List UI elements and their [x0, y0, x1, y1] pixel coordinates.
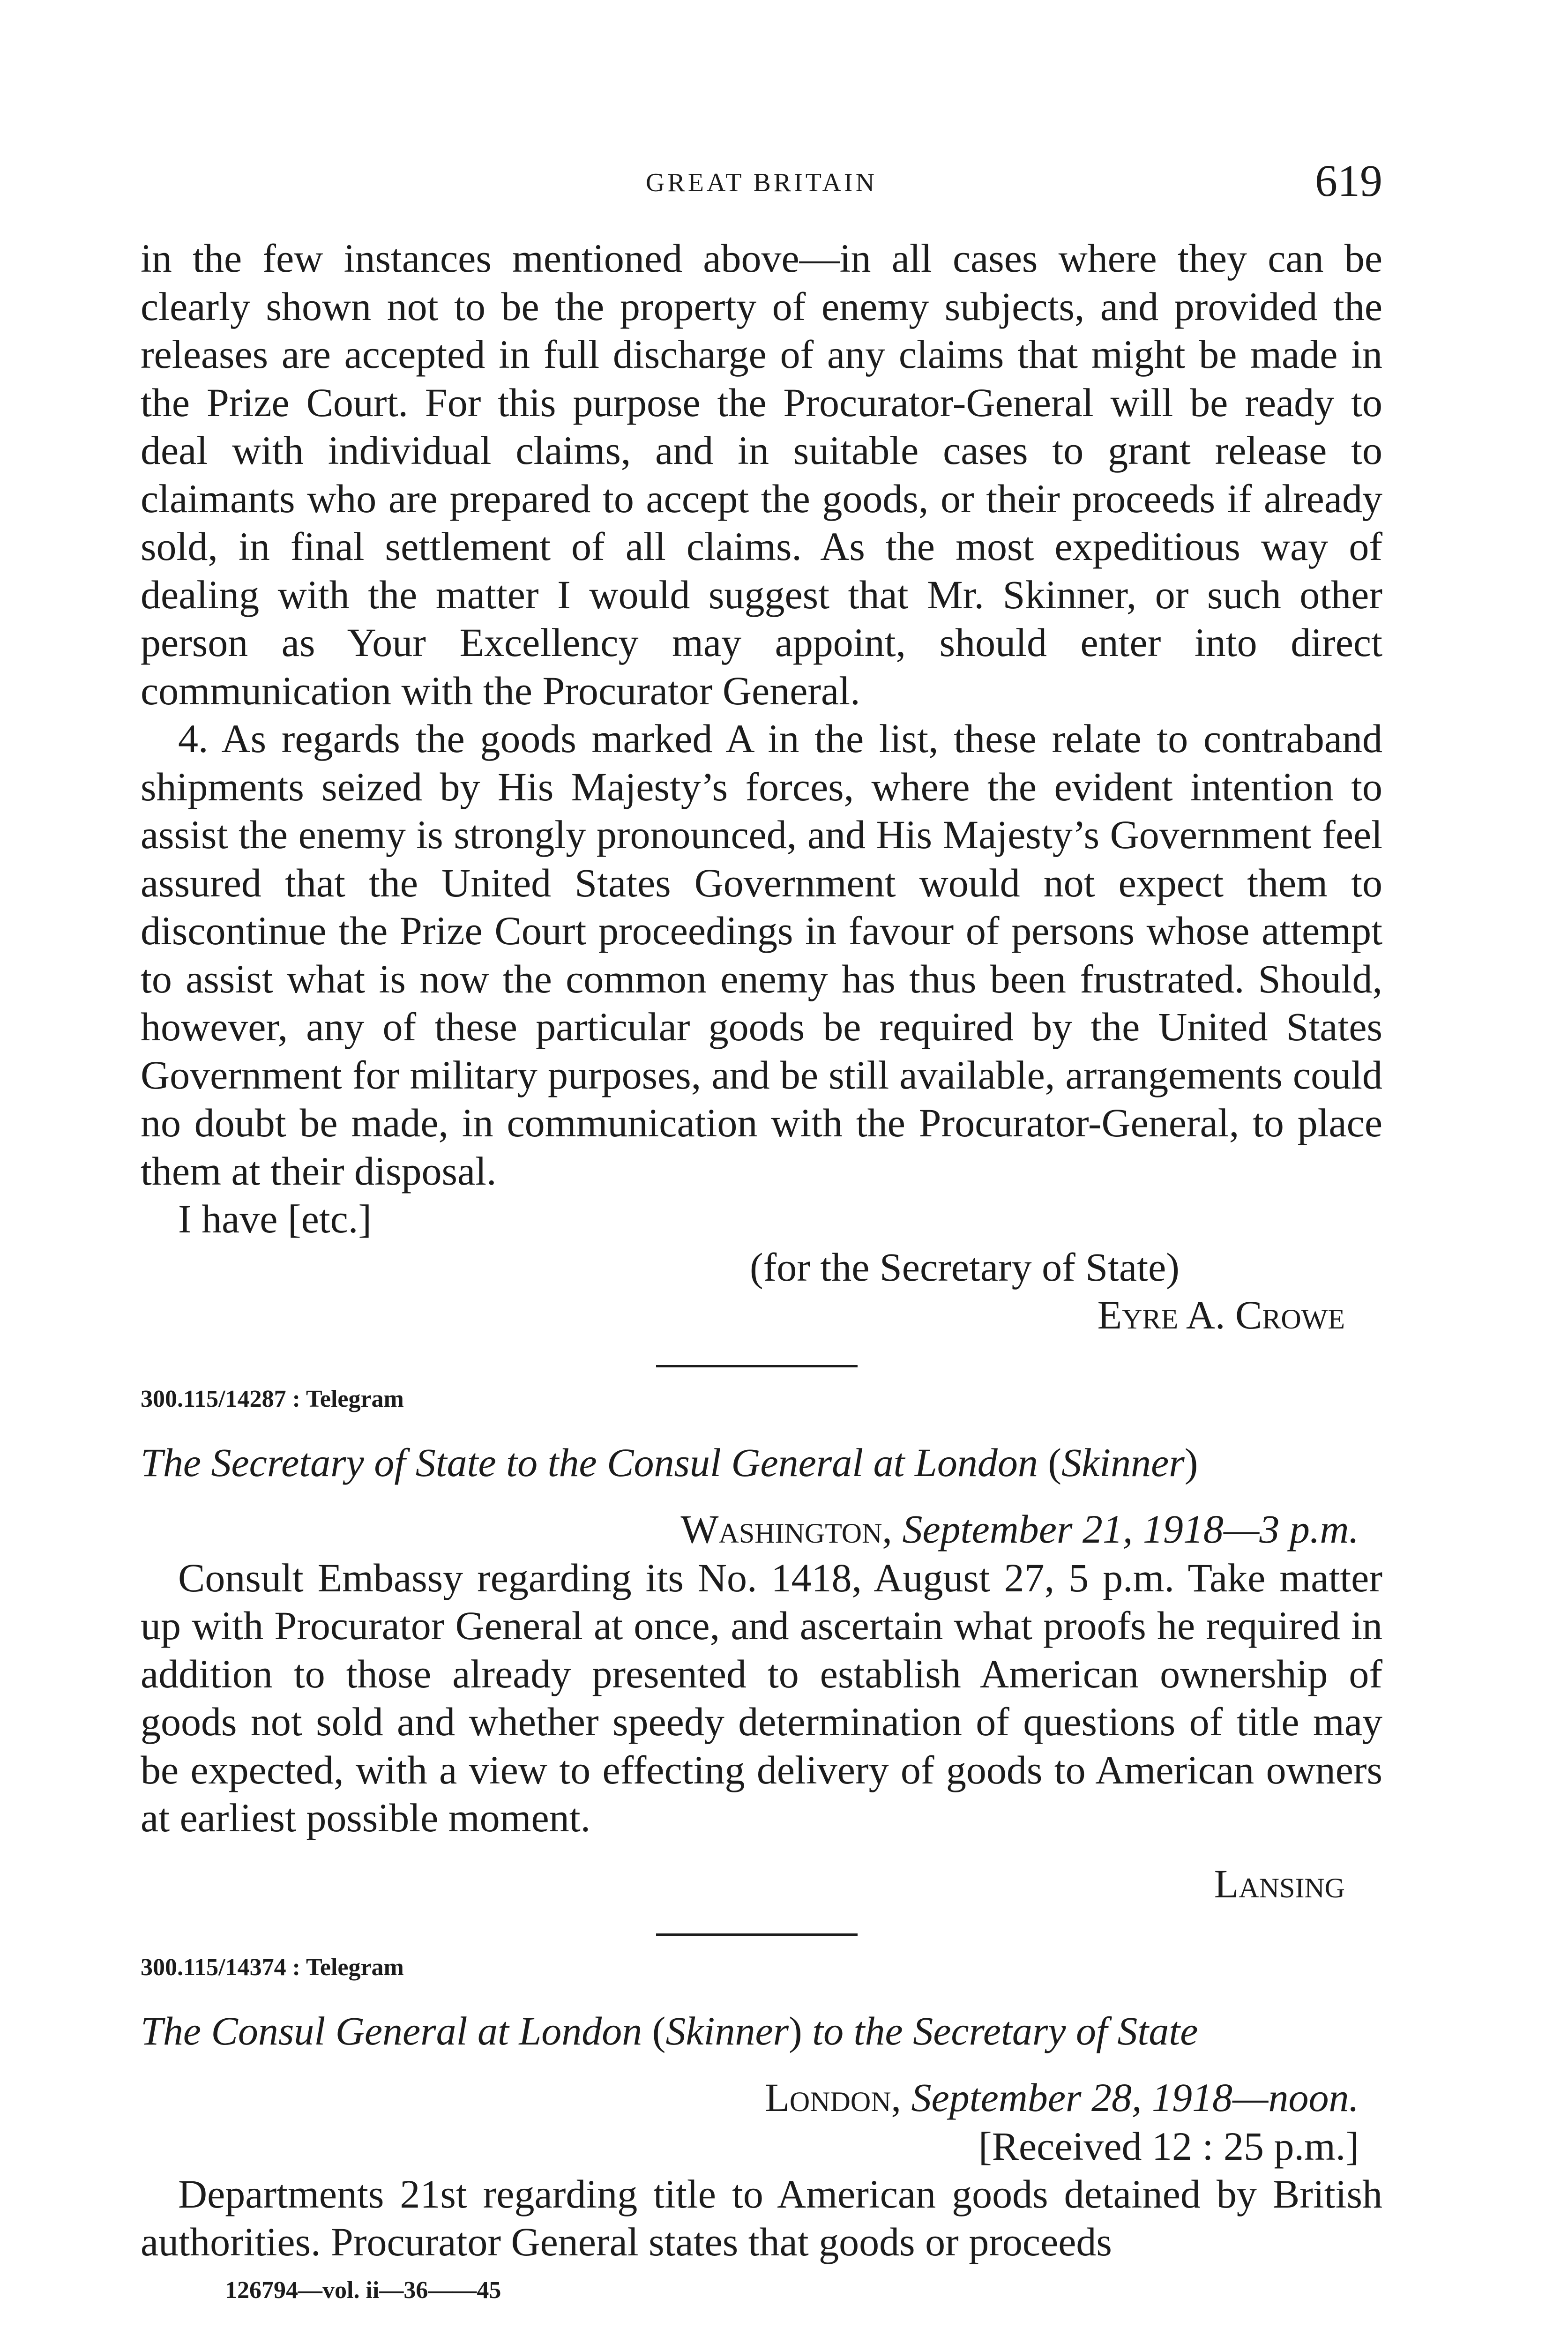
dateline-date: September 21, 1918—3 p.m.	[902, 1506, 1359, 1552]
dateline	[141, 2073, 1382, 2122]
paragraph-4: 4. As regards the goods marked A in the list, these relate to contraband shipments seized by His Majesty’s forces, where the evident intention to assist the enemy is strongly pronounced, and His Majesty’s Government feel assured that the United States Government would not expect them to discontinue the Prize Court proceedings in favour of persons whose attempt to assist what is now the common enemy has thus been frustrated. Should, however, any of these particular goods be required by the United States Government for military purposes, and be still available, arrangements could no doubt be made, in communication with the Procurator-General, to place them at their disposal.	[141, 716, 1382, 1194]
signer-name: Lansing	[1214, 1861, 1345, 1906]
file-reference: 300.115/14287 : Telegram	[141, 1385, 404, 1412]
heading-paren-open: (	[1048, 1440, 1062, 1485]
print-code: 126794—vol. ii—36——45	[225, 2276, 501, 2304]
signature-name: Eyre A. Crowe	[1097, 1292, 1345, 1337]
dateline-date: September 28, 1918—noon.	[911, 2074, 1359, 2120]
telegram-body: Consult Embassy regarding its No. 1418, August 27, 5 p.m. Take matter up with Procurator General at once, and ascertain what proofs he required in addition to those already presented to establish American ownership of goods not sold and whether speedy determination of questions of title may be expected, with a view to effecting delivery of goods to American owners at earliest possible moment.	[141, 1555, 1382, 1840]
heading-paren-close: )	[789, 2008, 802, 2053]
section-divider	[656, 1365, 858, 1367]
heading-text: The Secretary of State to the Consul General at London	[141, 1440, 1038, 1485]
document-heading	[141, 2005, 1382, 2057]
page-number: 619	[1315, 156, 1382, 206]
dateline	[141, 1504, 1382, 1554]
closing-line: I have [etc.]	[178, 1196, 372, 1241]
signature-note: (for the Secretary of State)	[750, 1244, 1180, 1290]
page-body	[141, 234, 1382, 2304]
received-note: [Received 12 : 25 p.m.]	[978, 2123, 1359, 2169]
continued-paragraph: in the few instances mentioned above—in all cases where they can be clearly shown not to be the property of enemy subjects, and provided the releases are accepted in full discharge of any claims that might be made in the Prize Court. For this purpose the Procurator-General will be ready to deal with individual claims, and in suitable cases to grant release to claimants who are prepared to accept the goods, or their proceeds if already sold, in final settlement of all claims. As the most expeditious way of dealing with the matter I would suggest that Mr. Skinner, or such other person as Your Excellency may appoint, should enter into direct communication with the Procurator General.	[141, 236, 1382, 713]
running-title: GREAT BRITAIN	[645, 168, 878, 197]
heading-name: Skinner	[1061, 1440, 1185, 1485]
heading-paren-open: (	[652, 2008, 666, 2053]
file-reference: 300.115/14374 : Telegram	[141, 1954, 404, 1981]
dateline-place: London,	[765, 2074, 902, 2120]
document-heading	[141, 1437, 1382, 1488]
heading-name: Skinner	[665, 2008, 789, 2053]
section-divider	[656, 1933, 858, 1936]
heading-text: The Consul General at London	[141, 2008, 642, 2053]
dateline-place: Washington,	[680, 1506, 892, 1552]
heading-text-end: to the Secretary of State	[812, 2008, 1198, 2053]
telegram-body: Departments 21st regarding title to American goods detained by British authorities. Procurator General states that goods or proceeds	[141, 2171, 1382, 2264]
running-head	[141, 155, 1382, 206]
heading-paren-close: )	[1184, 1440, 1198, 1485]
